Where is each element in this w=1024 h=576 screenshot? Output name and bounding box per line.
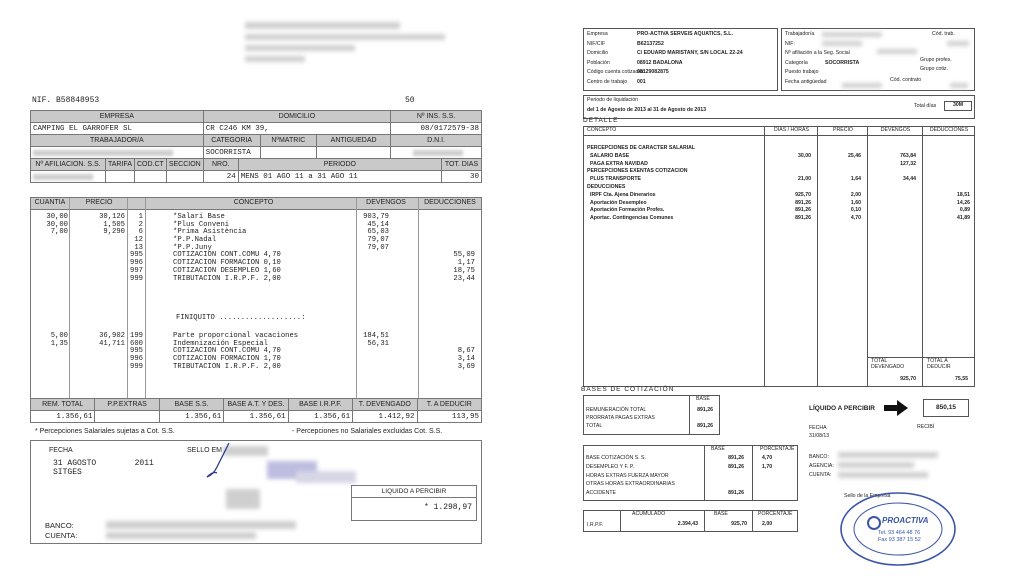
line-concept: COTIZACION FORMACION 0,10 [173,259,281,268]
empresa-row [587,31,774,41]
detalle-precio: 0,10 [850,207,861,214]
fecha: 31/08/13 [809,433,830,439]
categoria: SOCORRISTA [203,147,260,159]
detalle-row [584,168,974,176]
empresa-key: Población [587,59,610,66]
detalle-deduccion: 0,89 [959,207,970,214]
line-deduccion: 23,44 [453,274,475,283]
line-cuantia: 5,00 [50,332,68,340]
line-concept: COTIZACION FORMACION 1,70 [173,355,281,364]
note-salariales: * Percepciones Salariales sujetas a Cot. S.S. [35,428,175,435]
empresa-value: B62137252 [637,40,664,47]
line-deduccion: 1,17 [457,259,475,268]
empresa: CAMPING EL GARROFER SL [31,123,204,135]
empresa-key: Código cuenta cotización [587,69,645,75]
trabajador-key: Categoría [785,59,808,66]
totals-header: BASE S.S. [159,399,223,411]
stamp-fax: Fax 93 387 15 52 [878,537,921,543]
detalle-dias: 925,70 [795,191,811,198]
irpf-acumulado-header: ACUMULADO [632,511,666,517]
line-code: 996 [130,355,143,364]
detalle-deduccion: 41,89 [957,215,970,222]
b2-base-header: BASE [711,446,725,452]
grupo-cotiz: Grupo cotiz. [920,66,948,72]
trabajador-key: Trabajador/a [785,31,815,37]
fecha-label: FECHA [49,447,73,454]
liquido-value: 850,15 [923,399,969,417]
totals-value: 1.356,61 [224,411,288,423]
fecha-label: FECHA [809,425,827,431]
sello-label: SELLO EM [187,447,223,454]
detalle-row [584,200,974,208]
total-dias-label: Total días [914,103,937,109]
col-totdias: TOT. DIAS [442,159,482,171]
totals-header: BASE A.T. Y DES. [224,399,288,411]
line-concept: *Salari Base [173,213,225,221]
line-cuantia: 30,00 [46,220,68,229]
line-code: 995 [130,251,143,260]
detalle-precio: 1,60 [850,199,861,206]
col-deducciones: DEDUCCIONES [424,199,476,206]
col-seccion: SECCION [166,159,203,171]
trabajador-categoria: SOCORRISTA [825,59,860,66]
line-concept: TRIBUTACION I.R.P.F. 2,00 [173,274,281,283]
line-code: 12 [134,236,143,245]
detalle-rows [584,145,974,223]
header-table [30,110,482,183]
totals-header: T. DEVENGADO [353,399,417,411]
agencia-label: AGENCIA: [809,463,834,469]
col-tarifa: TARIFA [106,159,135,171]
nif: NIF. B58848953 [32,96,100,105]
col-dias: DÍAS / HORAS [774,127,809,133]
line-devengo: 184,51 [363,332,389,340]
redacted-header [245,56,305,62]
line-code: 996 [130,259,143,268]
line-code: 2 [138,220,143,229]
liquido-label: LIQUIDO A PERCIBIR [352,486,476,498]
right-payslip [580,0,980,576]
detalle-deduccion: 18,51 [957,191,970,198]
detalle-dias: 30,00 [798,152,811,159]
line-devengo: 45,14 [367,220,389,229]
detalle-precio: 4,70 [850,215,861,222]
detalle-row [584,153,974,161]
base2-key: OTRAS HORAS EXTRAORDINARIAS [586,481,675,488]
totals-value: 1.356,61 [31,411,95,423]
col-matric: NºMATRIC [260,135,317,147]
liquido-label: LÍQUIDO A PERCIBIR [809,405,875,412]
lugar: SITGES [53,468,82,477]
line-devengo: 65,03 [367,228,389,237]
detalle-row [584,215,974,223]
detalle-row [584,192,974,200]
col-deducciones: DEDUCCIONES [929,127,969,133]
stamp-tel: Tel. 93 464 48 76 [878,530,921,536]
trabajador-key: Nº afiliación a la Seg. Social [785,50,850,56]
finiquito-lines [31,333,481,371]
base2-key: DESEMPLEO Y F. P. [586,463,635,470]
domicilio: CR C246 KM 39, [203,123,390,135]
line-concept: *P.P.Nadal [173,236,217,245]
line-precio: 9,290 [103,228,125,237]
base2-row [586,481,796,490]
company-stamp [838,489,958,567]
detalle-concepto: DEDUCCIONES [587,183,626,190]
concept-line [31,222,481,230]
total-dias: 30M [944,101,972,111]
line-code: 1 [138,213,143,221]
line-concept: COTIZACION CONT.COMU 4,70 [173,347,281,356]
line-concept: TRIBUTACION I.R.P.F. 2,00 [173,362,281,371]
base2-row [586,490,796,499]
ins: 08/0172579-38 [391,123,482,135]
col-trabajador: TRABAJADOR/A [31,135,204,147]
base-key: REMUNERACIÓN TOTAL [586,407,647,413]
banco-label: BANCO: [809,454,829,460]
concept-lines [31,214,481,283]
detalle-precio: 1,64 [850,176,861,183]
bases-title: BASES DE COTIZACIÓN [581,386,675,393]
base2-key: HORAS EXTRAS FUERZA MAYOR [586,472,669,479]
base2-row [586,455,796,464]
total-devengado: 925,70 [900,376,916,382]
base2-key: ACCIDENTE [586,490,616,497]
periodo: del 1 de Agosto de 2013 al 31 de Agosto de 2013 [587,107,706,113]
line-deduccion: 3,69 [457,362,475,371]
detalle-table [583,126,975,387]
base2-pct: 4,70 [762,455,773,461]
col-concepto: CONCEPTO [587,127,617,133]
empresa-key: Domicilio [587,50,609,56]
line-code: 600 [130,339,143,348]
totals-value [95,411,159,423]
trabajador-key: Puesto trabajo [785,69,819,75]
line-code: 13 [134,243,143,252]
redacted-header [245,34,445,40]
col-concepto: CONCEPTO [233,199,274,206]
empresa-row [587,50,774,60]
detalle-concepto: Aportación Formación Profes. [590,207,665,214]
line-devengo: 79,07 [367,243,389,252]
line-code: 999 [130,362,143,371]
irpf-label: I.R.P.F. [587,522,604,528]
total-deducir: 75,55 [955,376,968,382]
col-afil: Nº AFILIACION. S.S. [31,159,106,171]
base2-row [586,464,796,473]
line-concept: Parte proporcional vacaciones [173,332,299,340]
detalle-row [584,161,974,169]
detalle-concepto: PERCEPCIONES DE CARACTER SALARIAL [587,145,696,151]
total-deducir-label: TOTAL A DEDUCIR [927,358,951,370]
detalle-concepto: IRPF Cta. Ajena Dinerarios [590,191,656,198]
col-dni: D.N.I. [391,135,482,147]
line-devengo: 903,79 [363,213,389,221]
periodo: MENS 01 AGO 11 a 31 AGO 11 [238,171,441,183]
periodo-box [583,95,975,119]
col-empresa: EMPRESA [31,111,204,123]
arrow-right-icon [883,399,909,417]
liquido-value: * 1.298,97 [423,503,472,512]
col-nro: NRO. [203,159,238,171]
grupo-profes: Grupo profes. [920,57,952,63]
finiquito: FINIQUITO ...................: [176,314,306,322]
line-code: 997 [130,266,143,275]
b2-pct-header: PORCENTAJE [760,446,795,452]
cuenta-label: CUENTA: [809,472,832,478]
afil-redacted [31,171,106,183]
base2-pct: 1,70 [762,463,773,470]
col-periodo: PERIODO [238,159,441,171]
line-cuantia: 30,00 [46,213,68,221]
irpf-pct-header: PORCENTAJE [758,511,793,517]
line-precio: 41,711 [99,339,125,348]
left-payslip [30,0,482,576]
base-key: PRORRATA PAGAS EXTRAS [586,415,655,421]
redacted-header [245,45,355,51]
detalle-devengo: 34,44 [903,176,916,183]
empresa-key: Empresa [587,31,608,37]
signature-mark [199,441,239,481]
empresa-value: C/ EDUARD MARISTANY, S/N LOCAL 22-24 [637,50,743,56]
base-row [586,407,719,415]
fecha: 31 AGOSTO 2011 [53,459,154,468]
detalle-concepto: Aportación Desempleo [590,199,647,206]
line-cuantia: 1,35 [50,339,68,348]
totals-header: BASE I.R.P.F. [288,399,352,411]
irpf-base: 925,70 [731,521,747,527]
base-key: TOTAL [586,423,603,429]
base2-base: 891,26 [728,490,744,497]
detalle-dias: 891,26 [795,199,811,206]
bases-box-1 [583,395,720,435]
empresa-key: NIF/CIF [587,40,606,47]
detalle-dias: 891,26 [795,207,811,214]
totals-header: REM. TOTAL [31,399,95,411]
concept-body [30,197,482,399]
line-code: 199 [130,332,143,340]
detalle-row [584,184,974,192]
col-devengos: DEVENGOS [880,127,911,133]
detalle-concepto: PAGA EXTRA NAVIDAD [590,160,648,167]
col-codct: COD.CT [134,159,166,171]
dni-redacted [391,147,482,159]
base2-row [586,473,796,482]
b1-header: BASE [696,396,710,402]
detalle-devengo: 127,32 [900,160,916,167]
bases-box-2 [583,445,798,501]
line-code: 995 [130,347,143,356]
sello-label: Sello de la Empresa [844,493,891,499]
col-antig: ANTIGUEDAD [317,135,391,147]
line-concept: Indemnización Especial [173,339,268,348]
col-ins: Nº INS. S.S. [391,111,482,123]
col-precio: PRECIO [833,127,853,133]
base-value: 891,26 [697,423,713,429]
empresa-row [587,41,774,51]
empresa-value: 08912 BADALONA [637,59,683,66]
cod-trab: Cód. trab. [932,31,955,37]
line-concept: COTIZACION CONT.COMU 4,70 [173,251,281,260]
trabajador-box [781,28,975,91]
signature-area [30,440,482,544]
empresa-row [587,69,774,79]
line-concept: *Plus Conveni [173,220,230,229]
trabajador-key: NIF: [785,40,795,47]
line-concept: *P.P.Juny [173,243,212,252]
line-code: 999 [130,274,143,283]
totals-header: P.P.EXTRAS [95,399,159,411]
detalle-precio: 25,46 [848,152,861,159]
line-deduccion: 18,75 [453,266,475,275]
irpf-pct: 2,00 [762,521,773,527]
concept-line [31,214,481,222]
empresa-value: 08129082875 [637,69,669,75]
line-precio: 30,126 [99,213,125,221]
totals-value: 1.356,61 [288,411,352,423]
detalle-concepto: PERCEPCIONES EXENTAS COTIZACION [587,168,688,175]
empresa-row [587,79,774,89]
concept-line [31,237,481,245]
liquido-box [351,485,477,521]
totals-header: T. A DEDUCIR [417,399,481,411]
totdias: 30 [442,171,482,183]
base-row [586,423,719,431]
concept-line [31,229,481,237]
detalle-row [584,176,974,184]
col-domicilio: DOMICILIO [203,111,390,123]
col-categoria: CATEGORIA [203,135,260,147]
irpf-base-header: BASE [714,511,728,517]
line-devengo: 79,07 [367,236,389,245]
detalle-dias: 21,00 [798,176,811,183]
totals-table [30,398,482,423]
line-concept: COTIZACION DESEMPLEO 1,60 [173,266,281,275]
stamp-brand: PROACTIVA [882,516,929,525]
line-deduccion: 55,09 [453,251,475,260]
line-devengo: 56,31 [367,339,389,348]
base2-key: BASE COTIZACIÓN S. S. [586,455,646,461]
col-precio: PRECIO [85,199,113,206]
col-cuantia: CUANTIA [34,199,66,206]
cuenta-label: CUENTA: [45,531,78,540]
empresa-key: Centro de trabajo [587,78,628,85]
periodo-label: Periodo de liquidación [587,97,639,103]
base2-base: 891,26 [728,463,744,470]
detalle-row [584,207,974,215]
irpf-box [583,510,798,532]
redacted-header [245,22,400,29]
irpf-acumulado: 2.394,43 [677,521,698,527]
detalle-deduccion: 14,26 [957,199,970,206]
recibi: RECIBÍ [917,424,935,430]
detalle-concepto: SALARIO BASE [590,152,630,159]
empresa-value: PRO-ACTIVA SERVEIS AQUATICS, S.L. [637,31,733,37]
cod-contrato: Cód. contrato [890,77,922,83]
col-devengos: DEVENGOS [366,199,406,206]
trabajador-key: Fecha antigüedad [785,78,827,85]
detalle-row [584,145,974,153]
note-no-salariales: - Percepciones no Salariales excluidas Cot. S.S. [292,428,443,435]
trabajador-redacted [31,147,204,159]
base-row [586,415,719,423]
concept-line [31,276,481,284]
line-precio: 36,902 [99,332,125,340]
detalle-dias: 891,26 [795,215,811,222]
empresa-row [587,60,774,70]
detalle-precio: 2,00 [850,191,861,198]
empresa-box [583,28,778,91]
nro: 24 [203,171,238,183]
concept-line [31,364,481,372]
base-value: 891,26 [697,407,713,413]
page-number: 50 [405,96,415,105]
totals-value: 113,95 [417,411,481,423]
line-concept: *Prima Asistència [173,228,247,237]
empresa-value: 001 [637,78,646,85]
line-deduccion: 3,14 [457,355,475,364]
line-deduccion: 8,67 [457,347,475,356]
totals-value: 1.412,92 [353,411,417,423]
line-code: 6 [138,228,143,237]
detalle-devengo: 763,84 [900,152,916,159]
total-devengado-label: TOTAL DEVENGADO [871,358,905,370]
base2-base: 891,26 [728,455,744,461]
detalle-concepto: PLUS TRANSPORTE [590,176,642,183]
line-cuantia: 7,00 [50,228,68,237]
detalle-concepto: Aportac. Contingencias Comunes [590,215,674,222]
banco-label: BANCO: [45,521,74,530]
line-precio: 1,505 [103,220,125,229]
detalle-title: DETALLE [583,117,619,124]
totals-value: 1.356,61 [159,411,223,423]
